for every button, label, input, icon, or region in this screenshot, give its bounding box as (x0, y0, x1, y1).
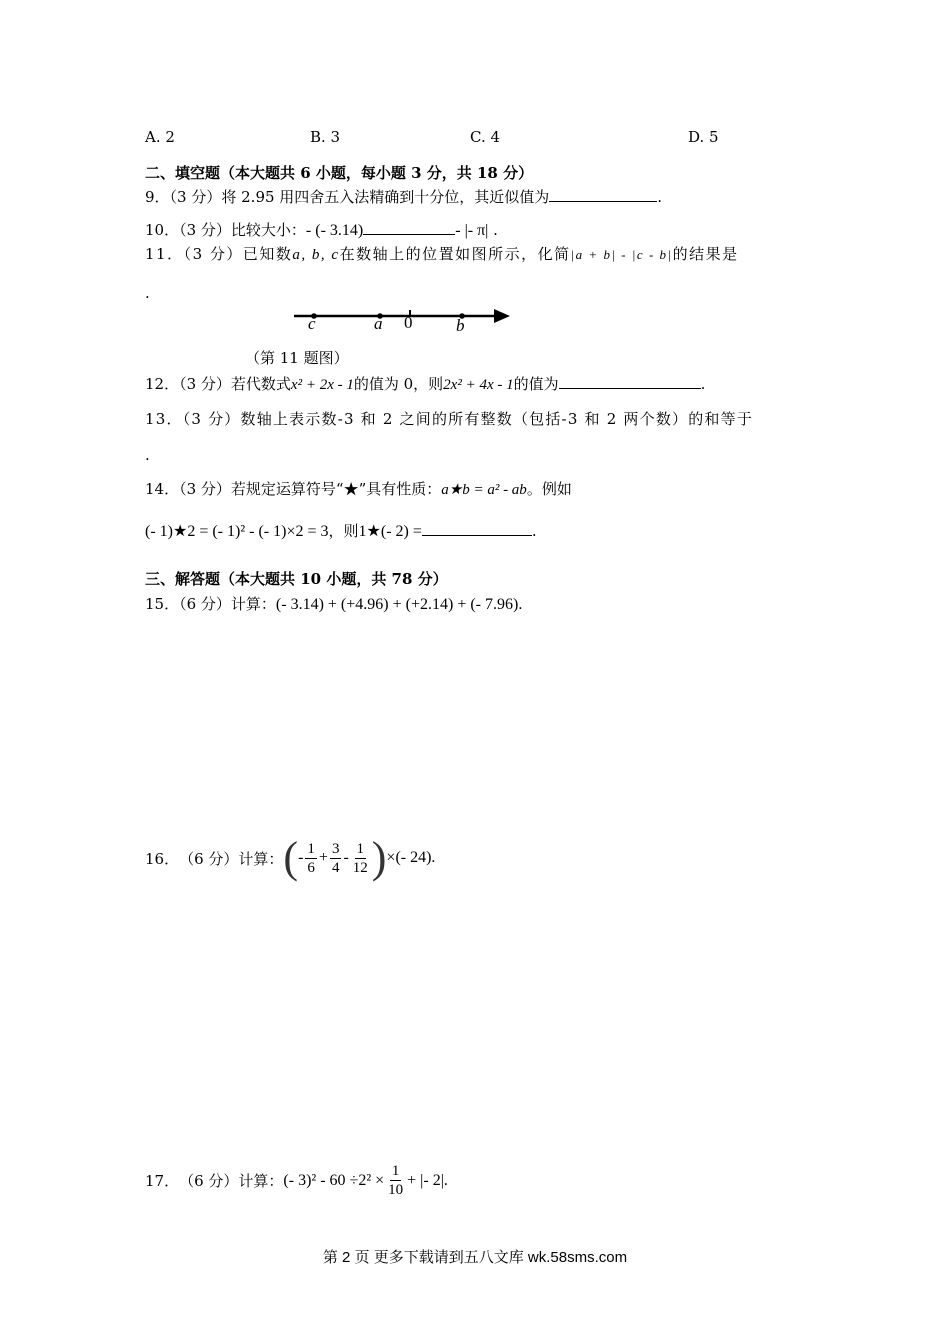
q12-score: （3 分） (179, 375, 231, 393)
q12-end: . (700, 375, 706, 393)
q11-text: 已知数 (242, 245, 293, 263)
q16-f3-numerator: 1 (356, 840, 365, 857)
q12-expr1: x² + 2x - 1 (290, 377, 354, 393)
q10-text: 比较大小： (230, 221, 306, 239)
q16-f3-denominator: 12 (352, 859, 368, 876)
q17-text: 计算： (238, 1172, 284, 1190)
q17-number: 17． (145, 1172, 180, 1190)
q11-text3: 的结果是 (672, 245, 739, 263)
q11-number: 11． (145, 245, 184, 263)
q9-number: 9． (145, 188, 170, 206)
page-footer: 第 2 页 更多下载请到五八文库 wk.58sms.com (322, 1249, 628, 1266)
q10-score: （3 分） (179, 221, 231, 239)
q17-denominator: 10 (388, 1182, 404, 1198)
q12-text2: 的值为 0，则 (353, 375, 444, 393)
q14-end: . (531, 522, 537, 540)
question-9 (145, 186, 662, 207)
q16-score: （6 分） (179, 849, 239, 868)
q16-number: 16． (145, 849, 180, 868)
question-16 (145, 833, 436, 882)
q14-text: 若规定运算符号“★”具有性质： (230, 480, 442, 498)
figure-caption: （第 11 题图） (245, 349, 349, 367)
q16-fraction-3 (351, 840, 370, 877)
q14-ask: 1★(- 2) = (358, 523, 422, 540)
question-12 (145, 373, 705, 394)
q17-numerator: 1 (391, 1163, 400, 1179)
q15-text: 计算： (230, 595, 276, 613)
question-14 (145, 478, 572, 499)
q12-number: 12． (145, 375, 180, 393)
q12-text3: 的值为 (513, 375, 559, 393)
q14-text3: ，则 (328, 522, 359, 540)
question-10 (145, 219, 498, 240)
q9-answer-blank[interactable] (549, 187, 657, 202)
section-3-title: 三、解答题（本大题共 10 小题，共 78 分） (145, 570, 448, 588)
label-zero: 0 (404, 313, 413, 332)
q14-example-line (145, 520, 537, 541)
option-b: B. 3 (310, 128, 341, 146)
q16-f1-denominator: 6 (307, 859, 315, 876)
question-17 (145, 1162, 448, 1199)
question-15 (145, 593, 522, 614)
q13-continuation: . (145, 446, 150, 464)
q9-end: . (657, 188, 663, 206)
q14-answer-blank[interactable] (422, 521, 532, 536)
question-11 (145, 243, 739, 264)
question-13 (145, 408, 753, 429)
q16-text: 计算： (238, 849, 284, 868)
q12-answer-blank[interactable] (559, 374, 701, 389)
q17-fraction (386, 1162, 405, 1199)
q15-expr: (- 3.14) + (+4.96) + (+2.14) + (- 7.96). (275, 596, 523, 613)
q17-expr2: + |- 2|. (407, 1171, 448, 1189)
q11-continuation: . (145, 284, 150, 302)
number-line-arrow (494, 309, 510, 323)
q15-score: （6 分） (179, 595, 231, 613)
q16-right-paren: ) (371, 833, 387, 882)
q11-score: （3 分） (183, 245, 243, 263)
q12-expr2: 2x² + 4x - 1 (443, 377, 514, 393)
q10-left-expr: - (- 3.14) (305, 222, 364, 239)
q16-f2-numerator: 3 (331, 840, 340, 857)
q15-number: 15． (145, 595, 180, 613)
q13-score: （3 分） (182, 410, 241, 428)
q16-tail: ×(- 24). (386, 849, 436, 866)
option-a: A. 2 (145, 128, 175, 146)
q13-number: 13． (145, 410, 183, 428)
q17-expr1: (- 3)² - 60 ÷2² × (283, 1171, 385, 1189)
label-c: c (308, 314, 316, 333)
section-2-title: 二、填空题（本大题共 6 小题，每小题 3 分，共 18 分） (145, 164, 534, 182)
q10-end: . (493, 221, 498, 239)
label-a: a (374, 314, 383, 333)
q14-definition: a★b = a² - ab (441, 482, 527, 498)
q11-vars: a, b, c (292, 247, 340, 263)
q11-expr: |a + b| - |c - b| (570, 247, 673, 262)
q9-text: 将 2.95 用四舍五入法精确到十分位，其近似值为 (221, 188, 550, 206)
q9-score: （3 分） (169, 188, 222, 206)
q16-minus: - (298, 849, 304, 866)
q10-number: 10． (145, 221, 180, 239)
q16-minus-2: - (343, 849, 349, 866)
q16-f2-denominator: 4 (331, 859, 340, 876)
q14-example: (- 1)★2 = (- 1)² - (- 1)×2 = 3 (145, 523, 329, 540)
q12-text: 若代数式 (230, 375, 291, 393)
q16-left-paren: ( (283, 833, 299, 882)
q11-text2: 在数轴上的位置如图所示，化简 (339, 245, 571, 263)
option-c: C. 4 (470, 128, 501, 146)
q13-text: 数轴上表示数-3 和 2 之间的所有整数（包括-3 和 2 两个数）的和等于 (240, 410, 754, 428)
q14-number: 14． (145, 480, 180, 498)
q16-fraction-2 (330, 840, 342, 877)
q16-f1-numerator: 1 (307, 840, 315, 857)
label-b: b (456, 316, 465, 335)
q16-plus: + (318, 849, 328, 866)
q16-fraction-1 (305, 840, 317, 877)
q14-text2: 。例如 (526, 480, 572, 498)
q17-score: （6 分） (179, 1172, 239, 1190)
q10-answer-blank[interactable] (363, 220, 455, 235)
q14-score: （3 分） (179, 480, 231, 498)
q10-right-expr: - |- π| (455, 222, 489, 239)
option-d: D. 5 (688, 128, 719, 146)
